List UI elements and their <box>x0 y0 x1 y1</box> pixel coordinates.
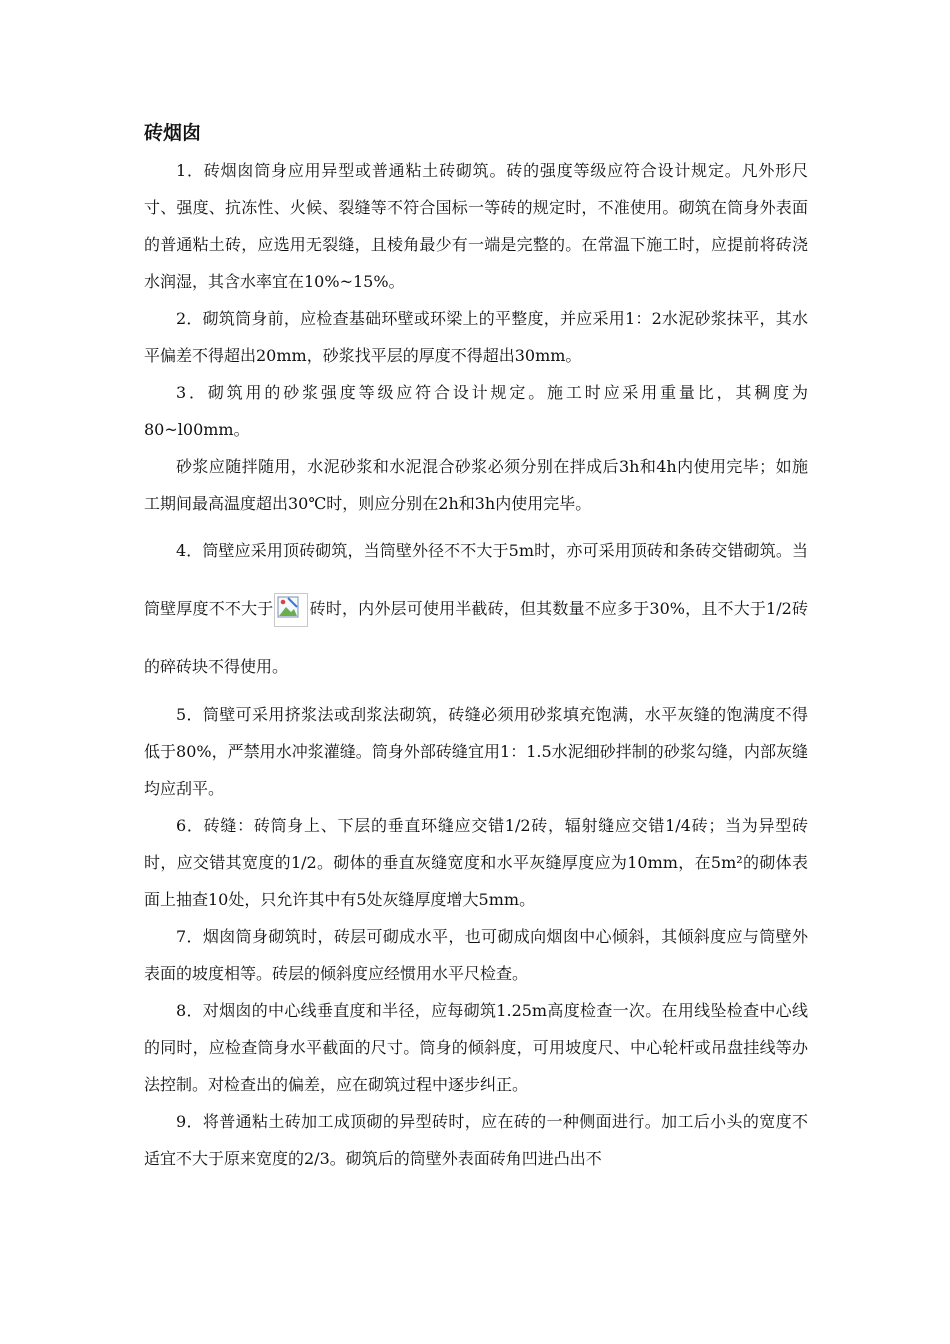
paragraph-3-mortar: 砂浆应随拌随用，水泥砂浆和水泥混合砂浆必须分别在拌成后3h和4h内使用完毕；如施工期间最高温度超出30℃时，则应分别在2h和3h内使用完毕。 <box>144 457 808 513</box>
paragraph-6: 6．砖缝：砖筒身上、下层的垂直环缝应交错1/2砖，辐射缝应交错1/4砖；当为异型砖时，应交错其宽度的1/2。砌体的垂直灰缝宽度和水平灰缝厚度应为10mm，在5m²的砌体表面上抽查10处，只允许其中有5处灰缝厚度增大5mm。 <box>144 816 808 909</box>
paragraph-5: 5．筒壁可采用挤浆法或刮浆法砌筑，砖缝必须用砂浆填充饱满，水平灰缝的饱满度不得低于80%，严禁用水冲浆灌缝。筒身外部砖缝宜用1：1.5水泥细砂拌制的砂浆勾缝，内部灰缝均应刮平。 <box>144 705 808 798</box>
paragraph-2: 2．砌筑筒身前，应检查基础环壁或环梁上的平整度，并应采用1：2水泥砂浆抹平，其水平偏差不得超出20mm，砂浆找平层的厚度不得超出30mm。 <box>144 309 808 365</box>
paragraph-8: 8．对烟囱的中心线垂直度和半径，应每砌筑1.25m高度检查一次。在用线坠检查中心线的同时，应检查筒身水平截面的尺寸。筒身的倾斜度，可用坡度尺、中心轮杆或吊盘挂线等办法控制。对检查出的偏差，应在砌筑过程中逐步纠正。 <box>144 1001 808 1094</box>
paragraph-3: 3．砌筑用的砂浆强度等级应符合设计规定。施工时应采用重量比，其稠度为80~l00mm。 <box>144 383 808 439</box>
paragraph-4 <box>144 522 808 696</box>
paragraph-4-text-after: 砖时，内外层可使用半截砖，但其数量不应多于30%，且不大于1/2砖的碎砖块不得使用。 <box>144 599 808 676</box>
broken-image-icon <box>274 593 308 627</box>
paragraph-9: 9．将普通粘土砖加工成顶砌的异型砖时，应在砖的一种侧面进行。加工后小头的宽度不适宜不大于原来宽度的2/3。砌筑后的筒壁外表面砖角凹进凸出不 <box>144 1112 808 1168</box>
paragraph-4-text-before: 4．筒壁应采用顶砖砌筑，当筒壁外径不不大于5m时，亦可采用顶砖和条砖交错砌筑。当筒壁厚度不不大于 <box>144 541 808 618</box>
paragraph-7: 7．烟囱筒身砌筑时，砖层可砌成水平，也可砌成向烟囱中心倾斜，其倾斜度应与筒壁外表面的坡度相等。砖层的倾斜度应经惯用水平尺检查。 <box>144 927 808 983</box>
paragraph-1: 1．砖烟囱筒身应用异型或普通粘土砖砌筑。砖的强度等级应符合设计规定。凡外形尺寸、强度、抗冻性、火候、裂缝等不符合国标一等砖的规定时，不准使用。砌筑在筒身外表面的普通粘土砖，应选用无裂缝，且棱角最少有一端是完整的。在常温下施工时，应提前将砖浇水润湿，其含水率宜在10%~15%。 <box>144 161 808 291</box>
document-page <box>144 118 808 1177</box>
document-title: 砖烟囱 <box>144 122 202 144</box>
